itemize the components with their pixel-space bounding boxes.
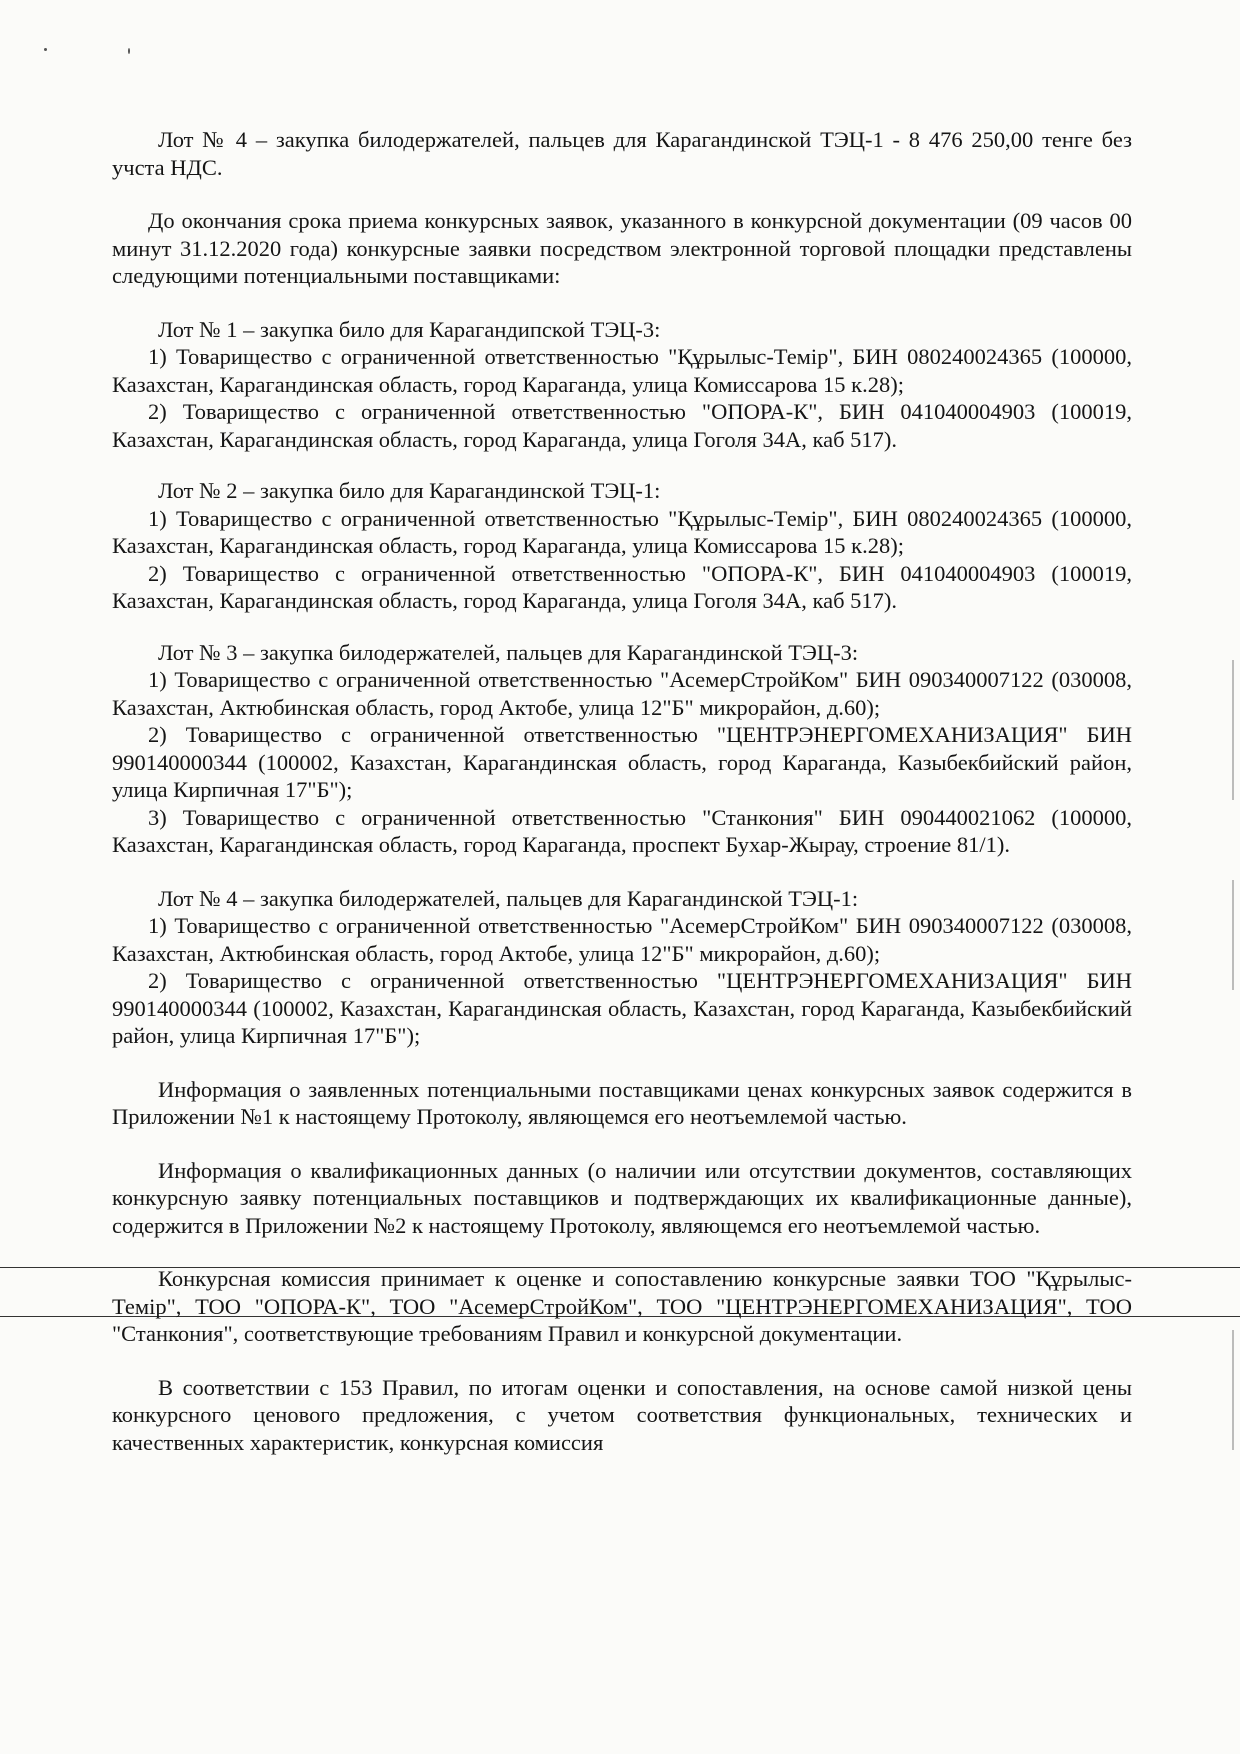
scan-edge-mark	[1232, 880, 1234, 990]
decision-intro-paragraph: В соответствии с 153 Правил, по итогам оценки и сопоставления, на основе самой низкой цены конкурсного ценового предложения, с учетом соответствия функциональных, технических и качественных характеристик, конкурсная комиссия	[112, 1374, 1132, 1455]
lot-title: Лот № 4 – закупка билодержателей, пальцев для Карагандинской ТЭЦ-1:	[158, 885, 859, 911]
lot-section	[112, 639, 1132, 859]
supplier-entry: 3) Товарищество с ограниченной ответственностью "Станкония" БИН 090440021062 (100000, Казахстан, Карагандинская область, город Караганда, проспект Бухар-Жырау, строение 81/1).	[112, 804, 1132, 857]
prices-info-paragraph: Информация о заявленных потенциальными поставщиками ценах конкурсных заявок содержится в Приложении №1 к настоящему Протоколу, являющемся его неотъемлемой частью.	[112, 1076, 1132, 1129]
supplier-entry: 1) Товарищество с ограниченной ответственностью "Құрылыс-Темір", БИН 080240024365 (100000, Казахстан, Карагандинская область, город Караганда, улица Комиссарова 15 к.28);	[112, 505, 1132, 558]
supplier-entry: 1) Товарищество с ограниченной ответственностью "Құрылыс-Темір", БИН 080240024365 (100000, Казахстан, Карагандинская область, город Караганда, улица Комиссарова 15 к.28);	[112, 344, 1132, 397]
lot-section	[112, 316, 1132, 454]
supplier-entry: 1) Товарищество с ограниченной ответственностью "АсемерСтройКом" БИН 090340007122 (030008, Казахстан, Актюбинская область, город Актобе, улица 12"Б" микрорайон, д.60);	[112, 913, 1132, 966]
scan-edge-mark	[1232, 1330, 1234, 1450]
scan-edge-mark	[1232, 660, 1234, 800]
supplier-entry: 2) Товарищество с ограниченной ответственностью "ЦЕНТРЭНЕРГОМЕХАНИЗАЦИЯ" БИН 990140000344 (100002, Казахстан, Карагандинская область, город Караганда, Казыбекбийский район, улица Кирпичная 17"Б");	[112, 722, 1132, 802]
qualification-info-paragraph: Информация о квалификационных данных (о наличии или отсутствии документов, составляющих конкурсную заявку потенциальных поставщиков и подтверждающих их квалификационные данные), содержится в Приложении №2 к настоящему Протоколу, являющемся его неотъемлемой частью.	[112, 1157, 1132, 1238]
lot-title: Лот № 2 – закупка било для Карагандинской ТЭЦ-1:	[158, 478, 661, 503]
document-body	[112, 126, 1132, 1456]
deadline-paragraph: До окончания срока приема конкурсных заявок, указанного в конкурсной документации (09 часов 00 минут 31.12.2020 года) конкурсные заявки посредством электронной торговой площадки представлены следующими потенциальными поставщиками:	[112, 208, 1132, 288]
lot-title: Лот № 3 – закупка билодержателей, пальцев для Карагандинской ТЭЦ-3:	[158, 639, 859, 665]
scan-speck	[128, 48, 130, 54]
supplier-entry: 2) Товарищество с ограниченной ответственностью "ОПОРА-К", БИН 041040004903 (100019, Казахстан, Карагандинская область, город Караганда, улица Гоголя 34А, каб 517).	[112, 399, 1132, 452]
lot4-summary: Лот № 4 – закупка билодержателей, пальцев для Карагандинской ТЭЦ-1 - 8 476 250,00 тенге без учста НДС.	[112, 127, 1132, 180]
scan-speck	[44, 48, 47, 51]
supplier-entry: 1) Товарищество с ограниченной ответственностью "АсемерСтройКом" БИН 090340007122 (030008, Казахстан, Актюбинская область, город Актобе, улица 12"Б" микрорайон, д.60);	[112, 667, 1132, 720]
lot-section	[112, 885, 1132, 1050]
lot-section	[112, 477, 1132, 615]
lot-title: Лот № 1 – закупка било для Карагандипской ТЭЦ-3:	[158, 316, 661, 342]
commission-accepts-paragraph: Конкурсная комиссия принимает к оценке и сопоставлению конкурсные заявки ТОО "Құрылыс-Темір", ТОО "ОПОРА-К", ТОО "АсемерСтройКом", ТОО "ЦЕНТРЭНЕРГОМЕХАНИЗАЦИЯ", ТОО "Станкония", соответствующие требованиям Правил и конкурсной документации.	[112, 1266, 1132, 1346]
supplier-entry: 2) Товарищество с ограниченной ответственностью "ЦЕНТРЭНЕРГОМЕХАНИЗАЦИЯ" БИН 990140000344 (100002, Казахстан, Карагандинская область, Казахстан, город Караганда, Казыбекбийский район, улица Кирпичная 17"Б");	[112, 968, 1132, 1048]
supplier-entry: 2) Товарищество с ограниченной ответственностью "ОПОРА-К", БИН 041040004903 (100019, Казахстан, Карагандинская область, город Караганда, улица Гоголя 34А, каб 517).	[112, 560, 1132, 613]
